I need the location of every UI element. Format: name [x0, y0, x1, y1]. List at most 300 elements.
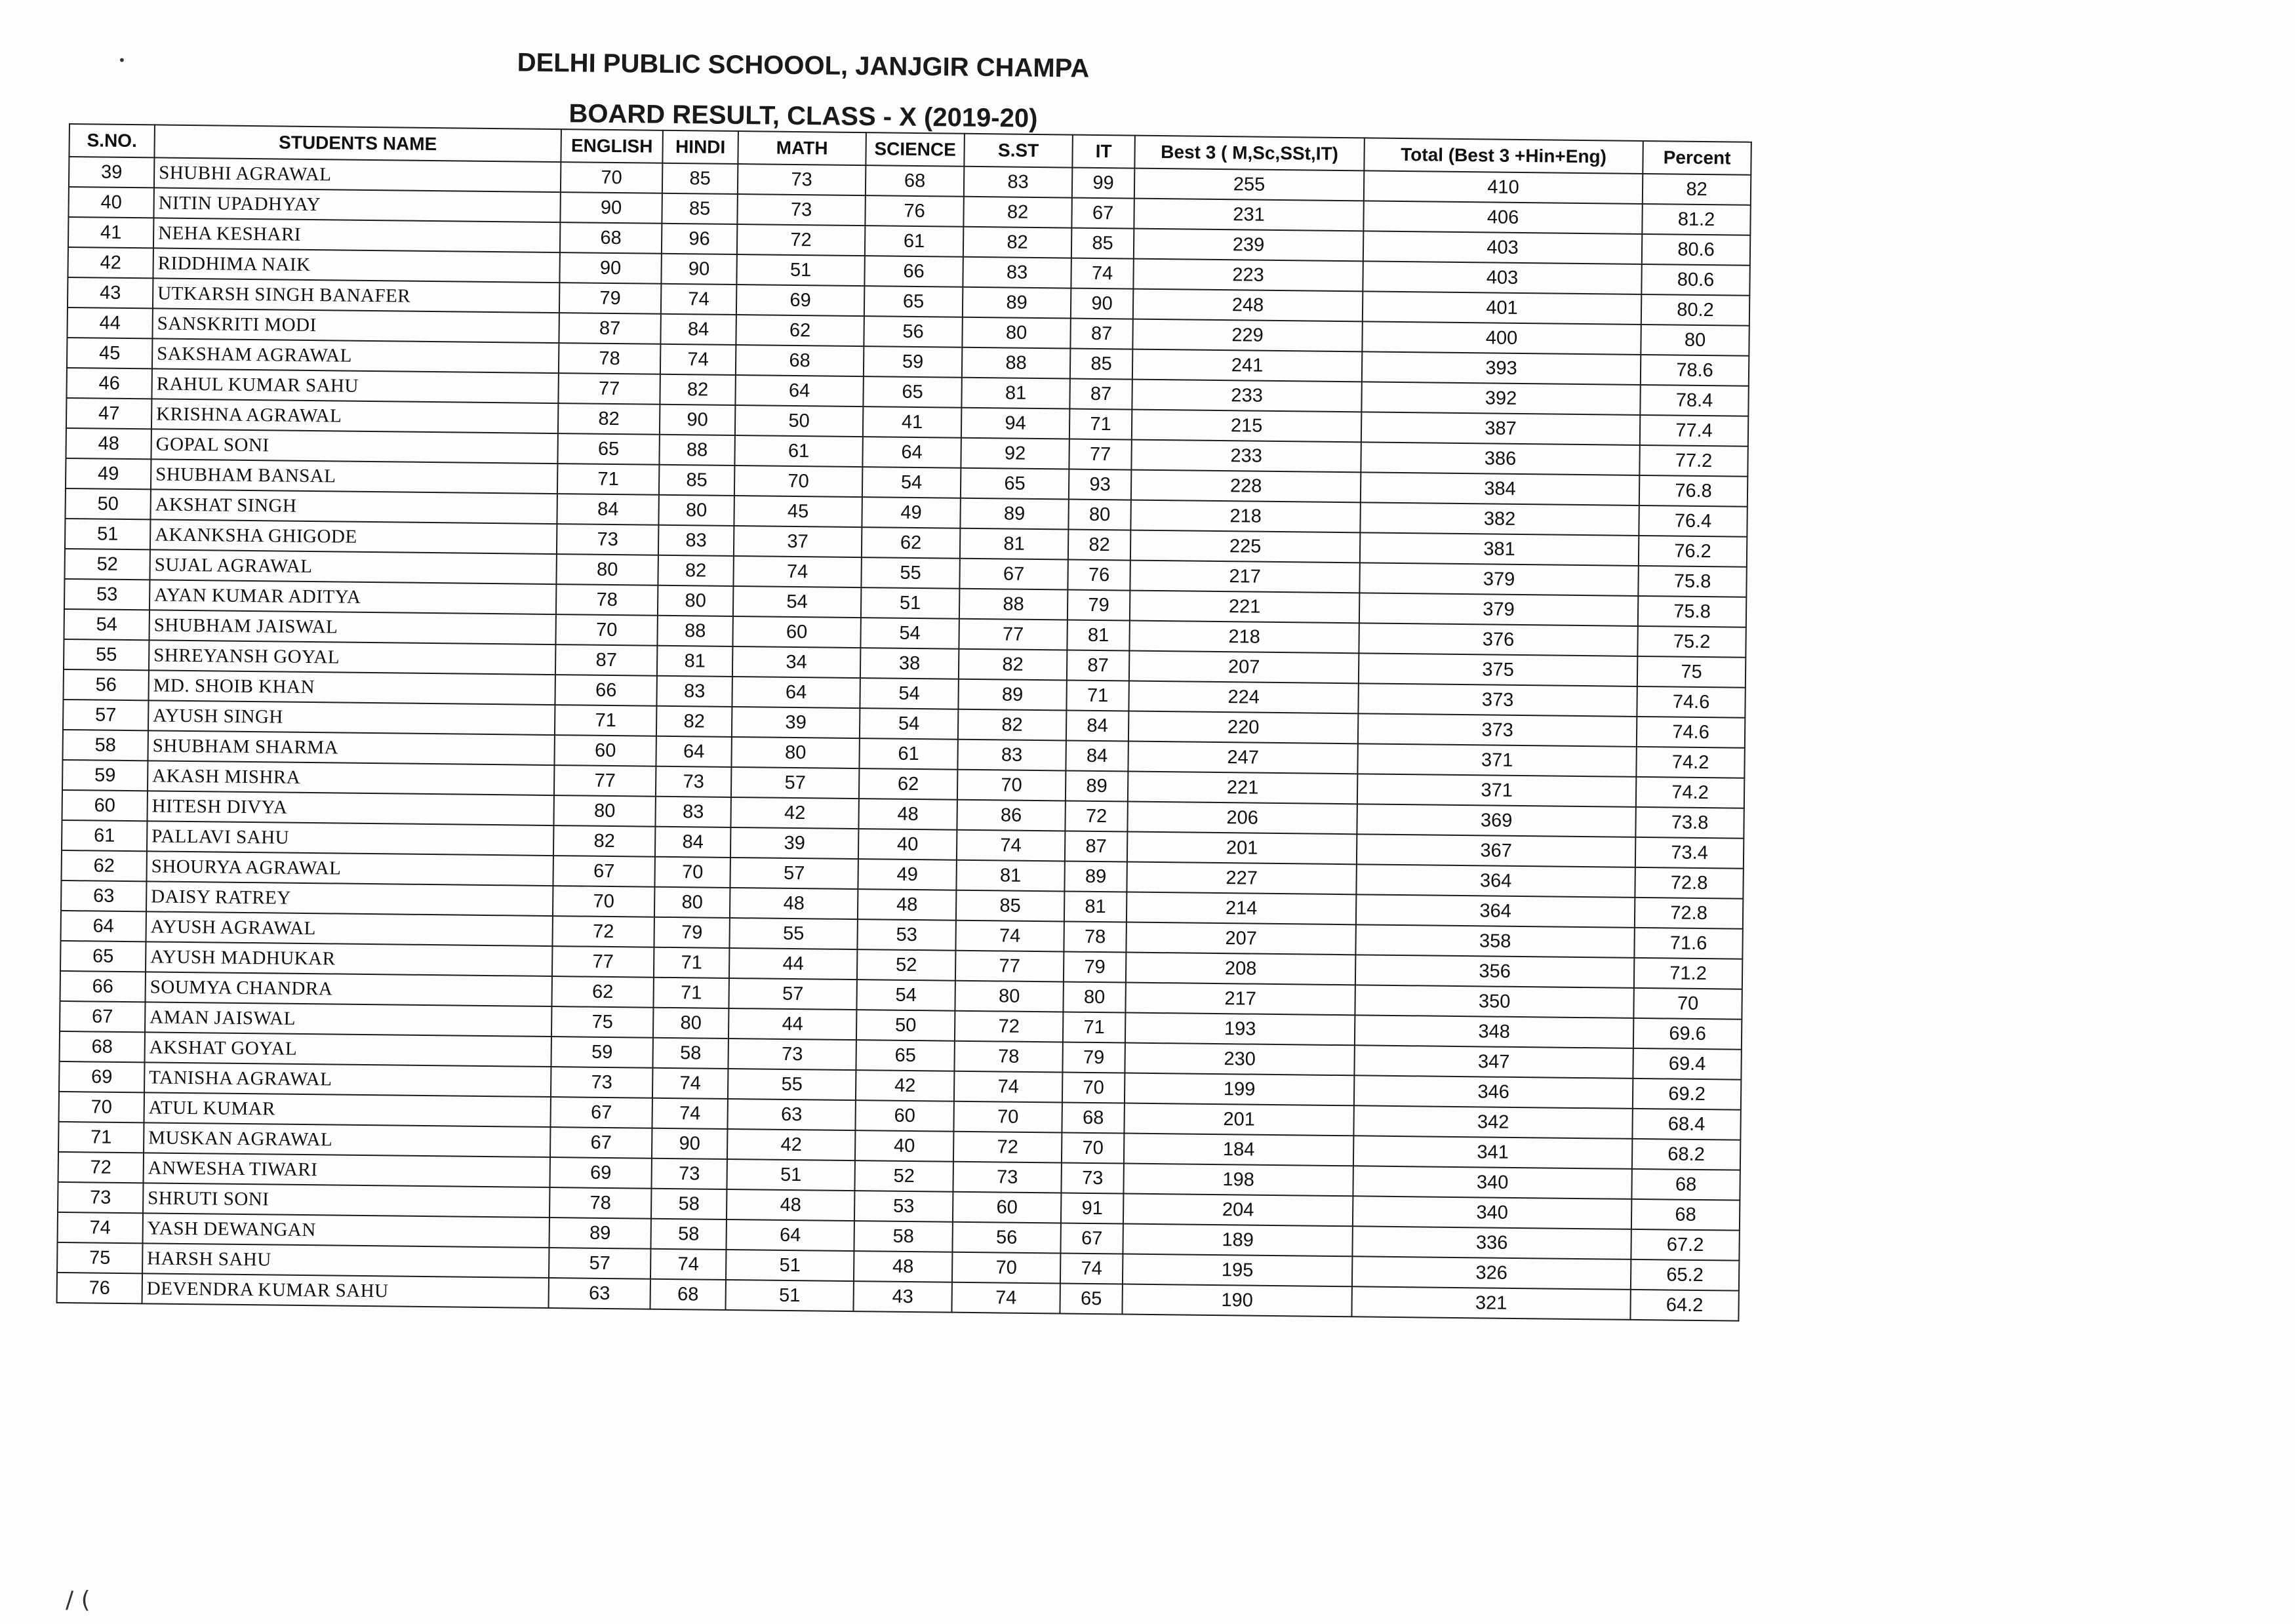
cell-hindi: 81	[657, 646, 732, 677]
cell-sno: 39	[69, 157, 154, 188]
cell-percent: 74.6	[1637, 686, 1745, 718]
cell-total: 379	[1359, 563, 1638, 596]
cell-science: 65	[863, 376, 961, 408]
cell-english: 84	[557, 494, 658, 525]
cell-english: 78	[549, 1187, 651, 1219]
cell-hindi: 58	[652, 1038, 728, 1069]
cell-name: AKSHAT GOYAL	[145, 1032, 551, 1067]
cell-sno: 69	[59, 1061, 144, 1092]
cell-sno: 40	[68, 187, 153, 218]
cell-hindi: 70	[654, 857, 730, 888]
cell-best3: 189	[1123, 1223, 1352, 1256]
cell-math: 50	[735, 405, 863, 437]
cell-name: RIDDHIMA NAIK	[153, 248, 559, 283]
cell-percent: 78.4	[1640, 385, 1748, 416]
cell-english: 62	[551, 976, 653, 1008]
cell-total: 367	[1357, 834, 1635, 867]
cell-science: 76	[865, 195, 963, 227]
cell-hindi: 90	[661, 254, 736, 285]
cell-percent: 68.2	[1632, 1139, 1740, 1170]
cell-it: 80	[1063, 981, 1125, 1012]
cell-percent: 70	[1633, 988, 1742, 1020]
cell-sst: 82	[963, 227, 1071, 258]
cell-sno: 64	[61, 911, 146, 941]
cell-hindi: 73	[651, 1159, 727, 1189]
cell-it: 70	[1062, 1132, 1124, 1163]
cell-sno: 43	[68, 277, 153, 308]
cell-percent: 82	[1643, 174, 1751, 205]
cell-percent: 71.6	[1634, 928, 1742, 959]
cell-math: 55	[728, 1069, 856, 1100]
margin-mark: •	[118, 52, 126, 68]
cell-hindi: 88	[659, 435, 734, 465]
cell-sst: 56	[952, 1222, 1060, 1254]
cell-best3: 239	[1134, 229, 1363, 262]
cell-name: MUSKAN AGRAWAL	[144, 1122, 550, 1157]
cell-science: 48	[858, 799, 957, 830]
cell-sst: 89	[958, 679, 1066, 711]
cell-percent: 69.6	[1633, 1018, 1742, 1050]
cell-total: 364	[1356, 894, 1635, 928]
cell-math: 80	[731, 737, 859, 768]
cell-total: 371	[1357, 743, 1636, 777]
cell-sno: 63	[61, 881, 146, 911]
cell-total: 342	[1353, 1105, 1632, 1139]
cell-sst: 74	[957, 830, 1065, 862]
cell-it: 68	[1062, 1102, 1124, 1133]
cell-math: 51	[725, 1280, 853, 1311]
header-hindi: HINDI	[662, 130, 738, 164]
cell-sst: 80	[955, 981, 1063, 1012]
cell-english: 70	[555, 614, 657, 646]
cell-sno: 48	[66, 428, 151, 459]
cell-name: MD. SHOIB KHAN	[148, 670, 555, 705]
cell-name: HITESH DIVYA	[147, 791, 553, 825]
cell-it: 84	[1066, 741, 1128, 772]
results-table	[56, 123, 1752, 1322]
cell-total: 384	[1361, 472, 1639, 505]
cell-it: 91	[1061, 1193, 1123, 1223]
cell-sst: 81	[960, 528, 1068, 560]
cell-english: 87	[559, 313, 660, 344]
cell-english: 71	[555, 705, 656, 736]
cell-math: 64	[732, 677, 860, 708]
cell-science: 40	[855, 1130, 953, 1162]
cell-total: 350	[1355, 985, 1633, 1018]
cell-total: 393	[1362, 351, 1641, 385]
cell-it: 79	[1064, 951, 1126, 982]
cell-best3: 215	[1132, 410, 1361, 443]
cell-english: 63	[548, 1278, 650, 1309]
cell-math: 39	[732, 707, 860, 738]
cell-science: 61	[865, 226, 963, 257]
cell-math: 60	[732, 616, 860, 648]
cell-math: 44	[729, 948, 857, 980]
cell-best3: 199	[1125, 1073, 1354, 1106]
cell-sst: 83	[964, 167, 1072, 198]
cell-sst: 86	[957, 800, 1065, 831]
cell-percent: 77.4	[1640, 415, 1748, 446]
cell-sno: 59	[62, 760, 148, 791]
cell-total: 373	[1358, 713, 1637, 747]
cell-best3: 193	[1125, 1013, 1355, 1046]
cell-hindi: 74	[661, 284, 736, 315]
cell-sno: 61	[62, 820, 147, 851]
cell-english: 80	[556, 554, 658, 585]
cell-it: 79	[1062, 1042, 1125, 1073]
cell-hindi: 74	[650, 1249, 726, 1280]
cell-percent: 64.2	[1630, 1290, 1738, 1321]
cell-science: 41	[863, 406, 961, 438]
cell-science: 52	[854, 1160, 953, 1192]
cell-total: 382	[1360, 502, 1639, 536]
cell-sno: 57	[63, 700, 148, 730]
cell-total: 376	[1359, 623, 1637, 656]
cell-sno: 42	[68, 247, 153, 278]
cell-math: 61	[734, 435, 862, 467]
cell-math: 39	[730, 827, 858, 859]
cell-sst: 80	[962, 317, 1070, 349]
cell-english: 66	[555, 675, 656, 706]
cell-total: 375	[1359, 653, 1637, 686]
cell-percent: 78.6	[1641, 355, 1749, 386]
cell-math: 44	[728, 1008, 856, 1040]
cell-it: 65	[1060, 1283, 1122, 1314]
cell-percent: 74.2	[1636, 747, 1744, 778]
result-title: BOARD RESULT, CLASS - X (2019-20)	[569, 99, 1038, 133]
cell-hindi: 58	[650, 1219, 726, 1250]
cell-percent: 75.8	[1638, 596, 1746, 627]
cell-it: 70	[1062, 1072, 1125, 1103]
cell-it: 89	[1064, 862, 1127, 892]
cell-math: 74	[733, 556, 861, 587]
cell-percent: 68.4	[1632, 1109, 1740, 1140]
cell-sno: 54	[64, 609, 149, 640]
cell-percent: 72.8	[1635, 898, 1743, 929]
cell-sst: 77	[959, 619, 1067, 650]
cell-sno: 56	[63, 669, 148, 700]
cell-hindi: 64	[656, 736, 731, 767]
cell-science: 66	[864, 256, 963, 287]
cell-hindi: 84	[655, 827, 730, 858]
cell-name: SHUBHI AGRAWAL	[154, 157, 561, 192]
cell-sst: 77	[955, 951, 1064, 982]
cell-hindi: 82	[658, 555, 733, 586]
cell-it: 93	[1069, 469, 1131, 500]
cell-total: 400	[1362, 321, 1641, 355]
cell-sst: 81	[961, 378, 1069, 409]
cell-best3: 201	[1124, 1103, 1353, 1136]
cell-math: 54	[733, 586, 861, 618]
cell-english: 57	[549, 1248, 650, 1279]
cell-total: 321	[1351, 1286, 1630, 1320]
cell-best3: 221	[1130, 591, 1359, 624]
cell-total: 358	[1355, 924, 1634, 958]
cell-percent: 73.4	[1635, 837, 1744, 869]
cell-hindi: 71	[654, 947, 729, 978]
cell-science: 51	[861, 587, 959, 619]
cell-science: 49	[858, 859, 956, 890]
cell-total: 387	[1361, 412, 1640, 445]
cell-it: 81	[1064, 891, 1127, 922]
cell-total: 369	[1357, 804, 1635, 837]
cell-name: SAKSHAM AGRAWAL	[152, 338, 559, 373]
cell-sst: 94	[961, 408, 1069, 439]
cell-name: SUJAL AGRAWAL	[150, 549, 556, 584]
cell-sst: 70	[957, 770, 1066, 801]
cell-sno: 66	[60, 971, 146, 1002]
school-title: DELHI PUBLIC SCHOOOL, JANJGIR CHAMPA	[517, 48, 1090, 83]
cell-it: 87	[1067, 650, 1129, 681]
header-sno: S.NO.	[69, 124, 155, 157]
cell-best3: 228	[1131, 470, 1361, 503]
cell-it: 74	[1060, 1253, 1123, 1284]
cell-name: SOUMYA CHANDRA	[146, 972, 552, 1006]
cell-sno: 76	[57, 1273, 142, 1303]
cell-hindi: 83	[656, 676, 732, 707]
cell-sst: 65	[961, 468, 1069, 500]
cell-hindi: 83	[658, 525, 734, 556]
cell-name: SHREYANSH GOYAL	[149, 640, 555, 675]
cell-english: 89	[549, 1218, 650, 1249]
cell-sst: 81	[956, 860, 1064, 892]
cell-hindi: 74	[652, 1068, 728, 1099]
cell-hindi: 82	[656, 706, 732, 737]
cell-total: 401	[1363, 291, 1641, 325]
cell-best3: 217	[1130, 561, 1359, 593]
cell-math: 73	[737, 194, 865, 226]
cell-it: 67	[1060, 1223, 1123, 1254]
cell-percent: 68	[1631, 1199, 1740, 1231]
cell-hindi: 90	[652, 1128, 727, 1159]
header-best3: Best 3 ( M,Sc,SSt,IT)	[1134, 136, 1365, 171]
cell-math: 57	[730, 858, 858, 889]
cell-total: 406	[1363, 201, 1642, 234]
cell-best3: 233	[1132, 380, 1361, 412]
cell-english: 90	[559, 252, 661, 284]
cell-hindi: 96	[662, 224, 737, 254]
cell-science: 64	[862, 437, 961, 468]
cell-sno: 62	[62, 850, 147, 881]
cell-english: 67	[550, 1127, 652, 1159]
cell-sno: 51	[65, 519, 150, 549]
cell-name: RAHUL KUMAR SAHU	[151, 368, 558, 403]
header-percent: Percent	[1643, 141, 1751, 175]
cell-hindi: 84	[660, 314, 736, 345]
cell-name: AYAN KUMAR ADITYA	[150, 580, 556, 614]
cell-name: AYUSH MADHUKAR	[146, 941, 552, 976]
cell-percent: 80.6	[1642, 234, 1750, 266]
cell-hindi: 83	[655, 797, 730, 827]
cell-sno: 46	[66, 368, 151, 399]
cell-math: 48	[730, 888, 858, 919]
cell-it: 85	[1071, 228, 1134, 259]
cell-total: 348	[1355, 1015, 1633, 1048]
cell-sst: 74	[951, 1282, 1060, 1314]
header-it: IT	[1072, 135, 1135, 168]
cell-hindi: 58	[651, 1189, 727, 1219]
cell-name: GOPAL SONI	[151, 429, 557, 464]
cell-best3: 201	[1127, 832, 1357, 865]
cell-best3: 247	[1128, 742, 1357, 774]
cell-percent: 75	[1637, 656, 1746, 688]
cell-math: 69	[736, 285, 864, 316]
cell-sno: 65	[60, 941, 146, 972]
cell-best3: 231	[1134, 199, 1363, 231]
cell-best3: 221	[1128, 772, 1357, 804]
cell-name: AKANKSHA GHIGODE	[150, 519, 557, 554]
cell-total: 346	[1354, 1075, 1633, 1109]
cell-name: AKASH MISHRA	[148, 761, 554, 795]
cell-best3: 206	[1127, 802, 1357, 835]
cell-science: 56	[864, 316, 962, 347]
cell-sst: 89	[960, 498, 1068, 530]
cell-sst: 72	[955, 1011, 1063, 1042]
cell-total: 381	[1360, 532, 1639, 566]
cell-english: 77	[554, 765, 656, 797]
cell-it: 87	[1070, 319, 1132, 349]
cell-sst: 89	[963, 287, 1071, 319]
cell-math: 42	[727, 1129, 855, 1160]
cell-sst: 82	[958, 709, 1066, 741]
cell-sst: 83	[963, 257, 1071, 288]
header-sst: S.ST	[964, 134, 1073, 168]
cell-percent: 72.8	[1635, 867, 1743, 899]
cell-it: 81	[1067, 620, 1129, 651]
cell-name: NITIN UPADHYAY	[153, 188, 560, 222]
cell-best3: 208	[1126, 953, 1355, 985]
cell-it: 72	[1065, 801, 1127, 832]
cell-name: PALLAVI SAHU	[147, 821, 553, 856]
cell-science: 52	[857, 949, 955, 981]
cell-hindi: 73	[656, 766, 731, 797]
cell-math: 68	[736, 345, 864, 376]
cell-english: 72	[552, 916, 654, 947]
cell-math: 34	[732, 646, 860, 678]
cell-english: 78	[556, 584, 658, 616]
cell-percent: 77.2	[1639, 445, 1747, 477]
cell-sno: 67	[60, 1001, 145, 1032]
cell-total: 364	[1356, 864, 1635, 898]
cell-it: 85	[1070, 349, 1132, 380]
cell-science: 48	[858, 889, 956, 921]
cell-sno: 75	[57, 1242, 142, 1273]
cell-science: 54	[860, 678, 958, 709]
cell-percent: 67.2	[1631, 1229, 1739, 1261]
cell-science: 40	[858, 829, 957, 860]
cell-math: 51	[726, 1250, 854, 1281]
cell-science: 65	[856, 1040, 954, 1071]
cell-sno: 45	[67, 338, 152, 368]
cell-it: 74	[1071, 258, 1133, 289]
cell-hindi: 80	[654, 887, 730, 918]
cell-english: 79	[559, 283, 661, 314]
cell-hindi: 85	[662, 163, 738, 194]
cell-total: 336	[1352, 1226, 1631, 1259]
cell-percent: 71.2	[1634, 958, 1742, 989]
cell-sno: 50	[65, 488, 150, 519]
cell-science: 38	[860, 648, 959, 679]
cell-math: 57	[731, 767, 859, 799]
cell-name: UTKARSH SINGH BANAFER	[153, 278, 559, 313]
cell-best3: 230	[1125, 1043, 1354, 1076]
cell-science: 48	[854, 1251, 952, 1282]
cell-math: 51	[727, 1159, 854, 1191]
cell-name: SHUBHAM SHARMA	[148, 730, 554, 765]
cell-science: 55	[861, 557, 959, 589]
cell-english: 80	[553, 795, 655, 827]
cell-it: 87	[1069, 379, 1132, 410]
cell-english: 82	[558, 403, 660, 435]
cell-it: 67	[1071, 198, 1134, 229]
cell-percent: 76.4	[1639, 505, 1747, 537]
cell-best3: 248	[1133, 289, 1363, 322]
cell-sst: 92	[961, 438, 1069, 469]
cell-it: 77	[1069, 439, 1131, 470]
cell-best3: 223	[1133, 259, 1363, 292]
cell-math: 73	[728, 1039, 856, 1070]
cell-total: 403	[1363, 261, 1641, 294]
cell-percent: 81.2	[1642, 204, 1750, 235]
cell-math: 72	[737, 224, 865, 256]
cell-sst: 82	[959, 649, 1067, 681]
cell-it: 73	[1061, 1162, 1123, 1193]
header-total: Total (Best 3 +Hin+Eng)	[1364, 138, 1643, 174]
cell-best3: 218	[1130, 500, 1360, 533]
cell-percent: 75.8	[1638, 566, 1746, 597]
cell-sst: 72	[953, 1132, 1062, 1163]
cell-it: 90	[1071, 288, 1133, 319]
cell-science: 68	[866, 165, 964, 197]
cell-english: 73	[551, 1067, 652, 1098]
cell-english: 87	[555, 644, 657, 676]
cell-name: AKSHAT SINGH	[150, 489, 557, 524]
cell-math: 42	[730, 797, 858, 829]
cell-total: 392	[1361, 382, 1640, 415]
cell-science: 60	[855, 1100, 953, 1132]
cell-sst: 88	[962, 347, 1070, 379]
cell-percent: 73.8	[1635, 807, 1744, 839]
cell-best3: 227	[1127, 862, 1356, 895]
cell-hindi: 85	[662, 193, 737, 224]
cell-name: SHUBHAM JAISWAL	[149, 610, 555, 644]
cell-name: DEVENDRA KUMAR SAHU	[142, 1273, 549, 1308]
cell-math: 48	[727, 1189, 854, 1221]
cell-science: 58	[854, 1221, 952, 1252]
cell-math: 51	[736, 254, 864, 286]
cell-english: 67	[553, 856, 654, 887]
cell-it: 89	[1066, 771, 1128, 802]
cell-percent: 80.2	[1641, 294, 1749, 326]
cell-english: 71	[557, 464, 659, 495]
cell-percent: 69.2	[1633, 1079, 1741, 1110]
cell-sst: 85	[956, 890, 1064, 922]
cell-best3: 214	[1127, 892, 1356, 925]
cell-sno: 41	[68, 217, 153, 248]
cell-science: 49	[862, 497, 960, 528]
cell-it: 71	[1063, 1012, 1125, 1042]
cell-science: 50	[856, 1010, 955, 1041]
cell-sno: 73	[58, 1182, 143, 1213]
cell-best3: 224	[1128, 681, 1358, 714]
cell-name: SHOURYA AGRAWAL	[146, 851, 553, 886]
cell-english: 68	[560, 222, 662, 254]
cell-name: SHUBHAM BANSAL	[151, 459, 557, 494]
cell-hindi: 85	[659, 465, 734, 496]
cell-sno: 74	[58, 1212, 143, 1243]
cell-best3: 204	[1123, 1194, 1353, 1227]
cell-english: 90	[560, 192, 662, 224]
